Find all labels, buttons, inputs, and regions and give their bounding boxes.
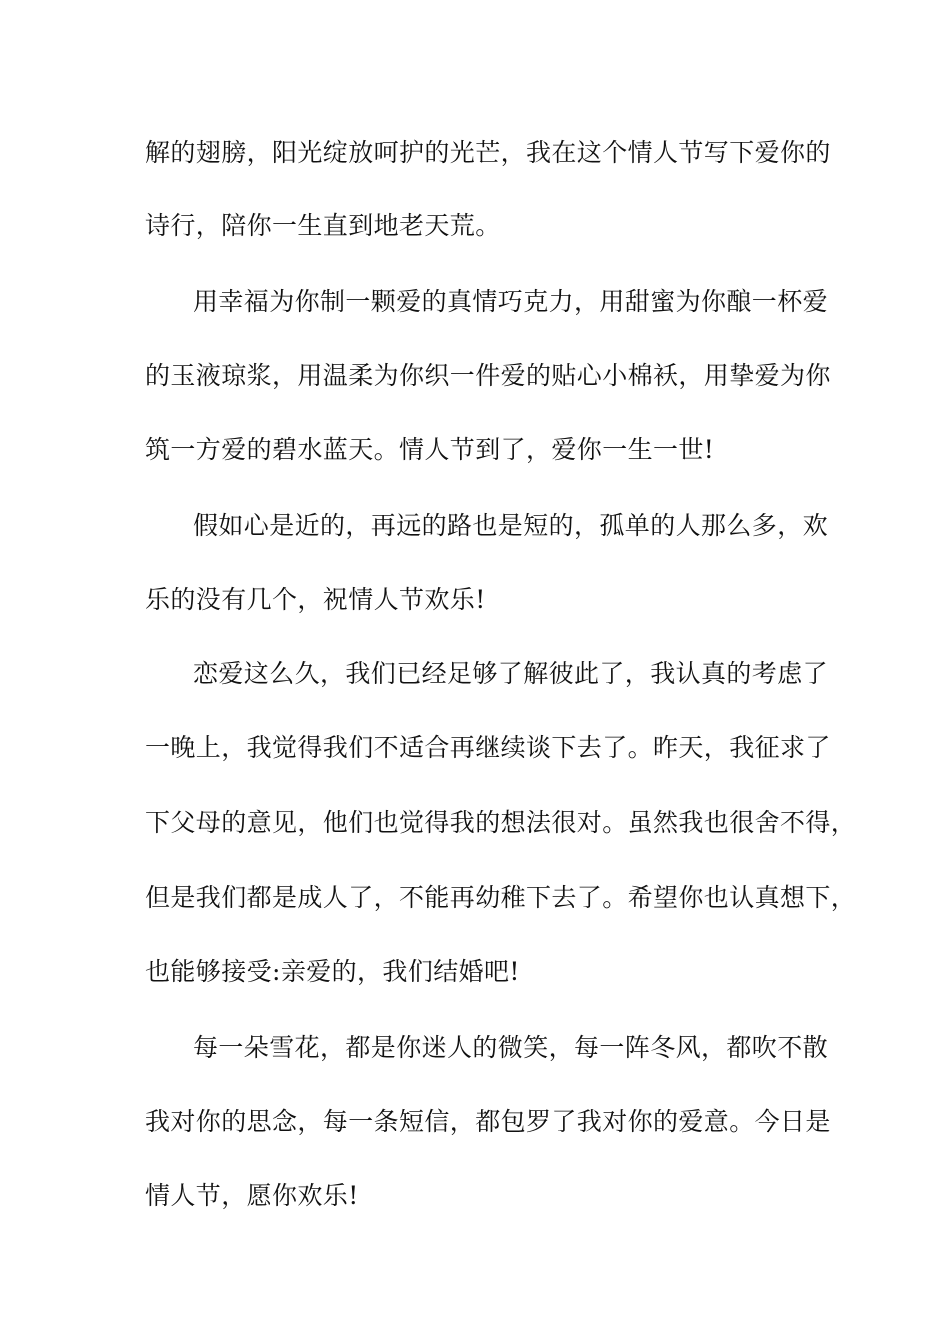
paragraph-first-line: 假如心是近的，再远的路也是短的，孤单的人那么多，欢: [193, 511, 829, 540]
text-line: 一晚上，我觉得我们不适合再继续谈下去了。昨天，我征求了: [145, 733, 831, 762]
text-line: 下父母的意见，他们也觉得我的想法很对。虽然我也很舍不得，: [145, 808, 857, 837]
paragraph-first-line: 每一朵雪花，都是你迷人的微笑，每一阵冬风，都吹不散: [193, 1033, 829, 1062]
text-line: 筑一方爱的碧水蓝天。情人节到了，爱你一生一世!: [145, 435, 715, 464]
text-line: 的玉液琼浆，用温柔为你织一件爱的贴心小棉袄，用挚爱为你: [145, 361, 831, 390]
text-line: 我对你的思念，每一条短信，都包罗了我对你的爱意。今日是: [145, 1107, 831, 1136]
text-line: 乐的没有几个，祝情人节欢乐!: [145, 585, 486, 614]
text-line: 情人节，愿你欢乐!: [145, 1181, 359, 1210]
text-line: 诗行，陪你一生直到地老天荒。: [145, 211, 501, 240]
text-line: 也能够接受:亲爱的，我们结婚吧!: [145, 957, 520, 986]
text-line: 解的翅膀，阳光绽放呵护的光芒，我在这个情人节写下爱你的: [145, 138, 831, 167]
text-line: 但是我们都是成人了，不能再幼稚下去了。希望你也认真想下，: [145, 883, 857, 912]
paragraph-first-line: 恋爱这么久，我们已经足够了解彼此了，我认真的考虑了: [193, 659, 829, 688]
paragraph-first-line: 用幸福为你制一颗爱的真情巧克力，用甜蜜为你酿一杯爱: [193, 287, 829, 316]
